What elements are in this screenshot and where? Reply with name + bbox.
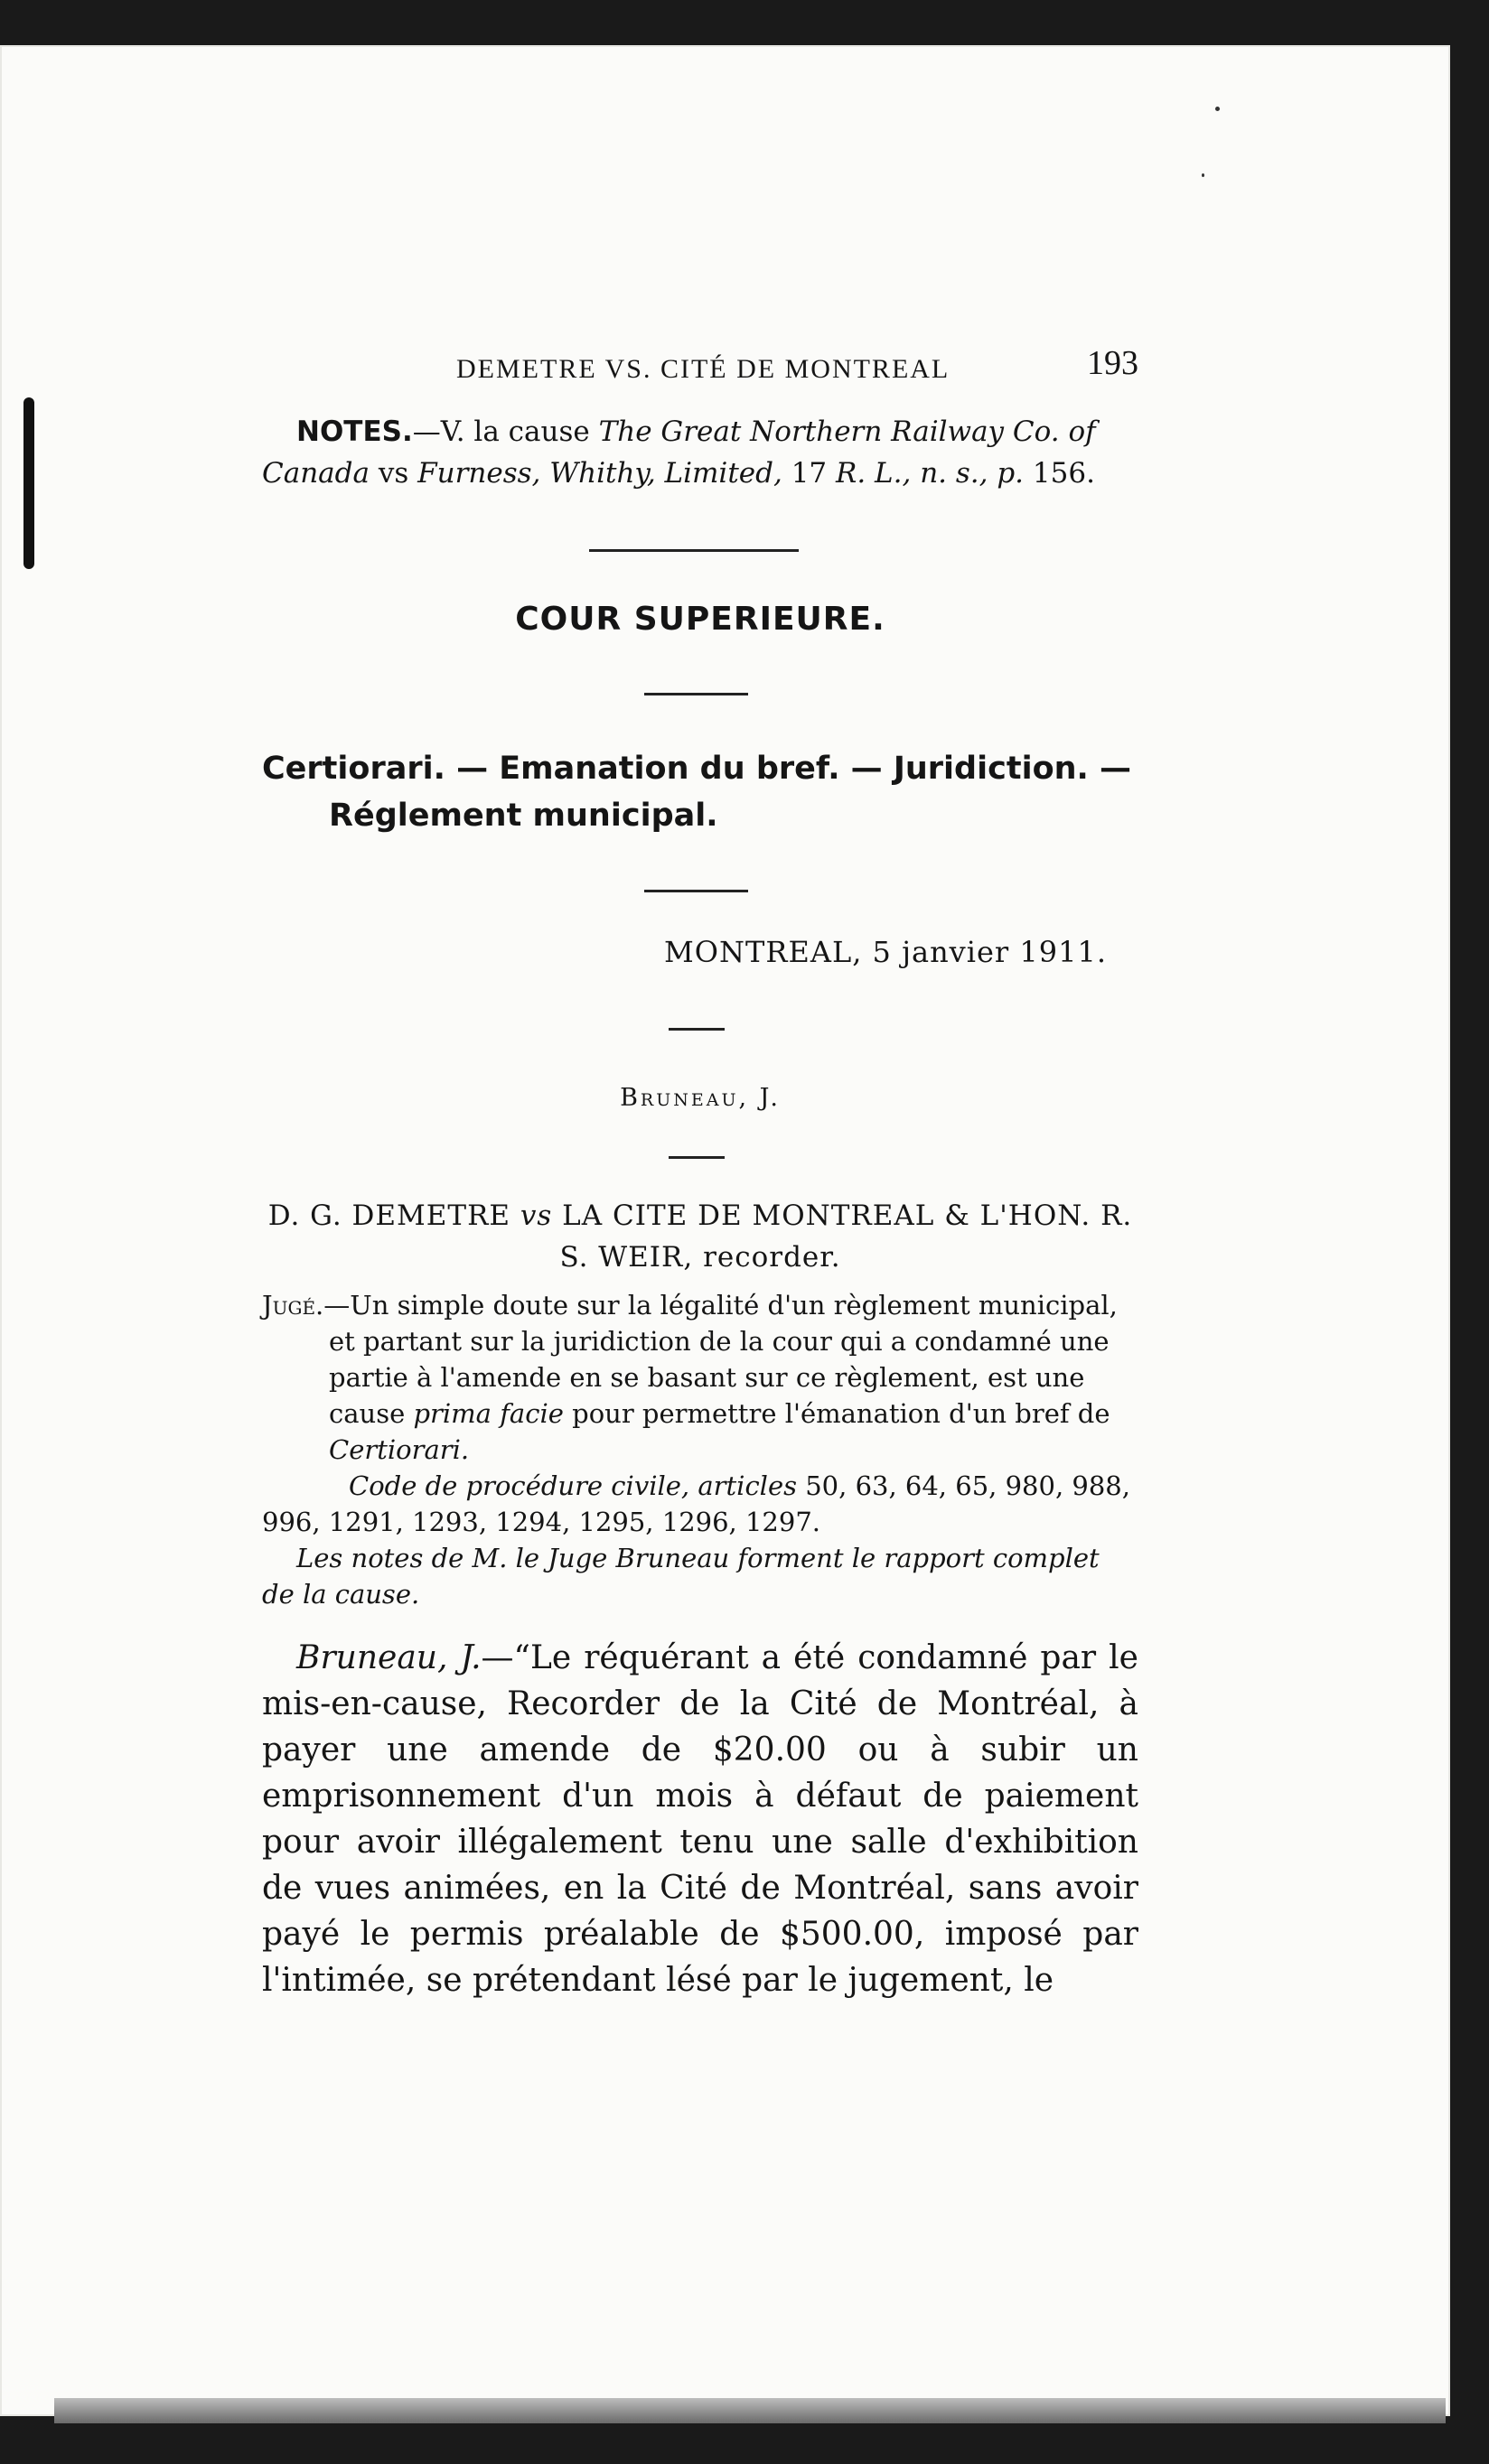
code-title: Code de procédure civile, articles bbox=[349, 1470, 798, 1501]
notes-page: 156. bbox=[1024, 457, 1095, 490]
notes-label: NOTES. bbox=[296, 415, 413, 448]
notes-paragraph bbox=[262, 411, 1138, 494]
section-rule bbox=[644, 693, 748, 695]
section-rule bbox=[669, 1156, 725, 1159]
notes-party: Furness, Whithy, Limited, bbox=[417, 457, 782, 490]
section-rule bbox=[644, 890, 748, 892]
page-header bbox=[262, 343, 1138, 388]
section-rule bbox=[589, 549, 799, 552]
notes-vs: vs bbox=[369, 457, 418, 490]
scan-speck bbox=[1202, 173, 1204, 177]
code-articles: 50, 63, 64, 65, 980, 988, 996, 1291, 1293, 1294, 1295, 1296, 1297. bbox=[262, 1470, 1130, 1537]
court-heading: COUR SUPERIEURE. bbox=[515, 601, 885, 638]
subject-text: Certiorari. — Emanation du bref. — Juridiction. — Réglement municipal. bbox=[262, 751, 1132, 834]
defendant: LA CITE DE MONTREAL & L'HON. R. S. WEIR, recorder. bbox=[552, 1199, 1133, 1274]
place-date: MONTREAL, 5 janvier 1911. bbox=[664, 935, 1107, 969]
juge-italic-2: Certiorari. bbox=[329, 1434, 470, 1465]
report-note: Les notes de M. le Juge Bruneau forment le rapport complet de la cause. bbox=[262, 1543, 1100, 1610]
notes-case: The Great Northern Railway Co. of Canada bbox=[262, 415, 1096, 490]
body-text: —“Le réquérant a été condamné par le mis-en-cause, Recorder de la Cité de Montréal, à payer une amende de $20.00 ou à subir un emprisonnement d'un mois à défaut de paiement pour avoir illégalement tenu une salle d'exhibition de vues animées, en la Cité de Montréal, sans avoir payé le permis préalable de $500.00, imposé par l'intimée, se prétendant lésé par le jugement, le bbox=[262, 1639, 1138, 1999]
juge-text-mid: pour permettre l'émanation d'un bref de bbox=[563, 1398, 1110, 1429]
plaintiff: D. G. DEMETRE bbox=[267, 1199, 520, 1232]
judge-name: Bruneau, J. bbox=[620, 1084, 781, 1112]
code-references bbox=[262, 1468, 1138, 1612]
notes-dash: —V. la cause bbox=[412, 415, 599, 448]
scan-speck bbox=[1215, 107, 1220, 111]
subject-headnote bbox=[262, 745, 1138, 839]
juge-text: —Un simple doute sur la légalité d'un règlement municipal, et partant sur la juridiction de la cour qui a condamné une partie à l'amende en se basant sur ce règlement, est une cause bbox=[323, 1290, 1118, 1429]
juge-italic: prima facie bbox=[413, 1398, 564, 1429]
binding-mark bbox=[23, 397, 34, 569]
scan-bottom-edge bbox=[54, 2398, 1446, 2423]
juge-summary bbox=[262, 1287, 1138, 1468]
versus: vs bbox=[520, 1199, 553, 1232]
notes-report: R. L., n. s., p. bbox=[836, 457, 1025, 490]
judgment-body bbox=[262, 1635, 1138, 2003]
notes-reference: 17 bbox=[782, 457, 836, 490]
running-title: DEMETRE VS. CITÉ DE MONTREAL bbox=[456, 354, 951, 384]
juge-label: Jugé. bbox=[262, 1290, 324, 1321]
body-speaker: Bruneau, J. bbox=[296, 1639, 482, 1676]
section-rule bbox=[669, 1028, 725, 1031]
page-number: 193 bbox=[1087, 344, 1138, 382]
case-parties bbox=[262, 1195, 1138, 1278]
